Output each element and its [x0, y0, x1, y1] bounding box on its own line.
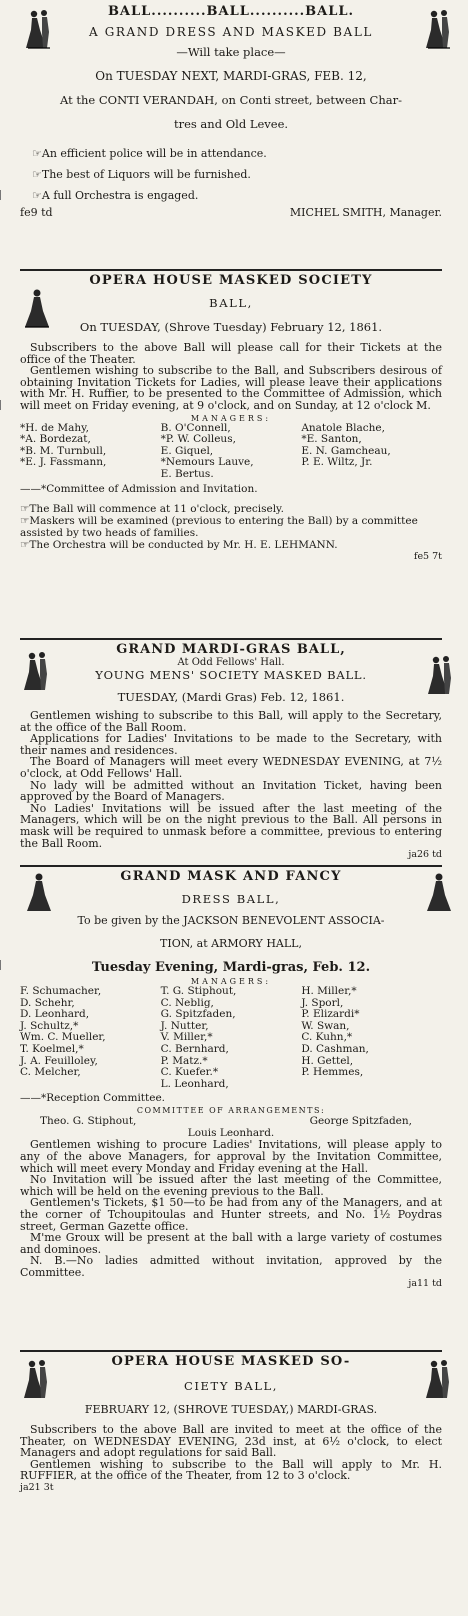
- dancing-couple-icon: [22, 287, 52, 329]
- managers-heading: MANAGERS:: [190, 977, 272, 986]
- dancing-couple-icon: [424, 1358, 454, 1400]
- ad-paragraph: Gentlemen wishing to subscribe to this Ball, will apply to the Secretary, at the office of the Ball Room.: [20, 709, 442, 734]
- ad-paragraph: Applications for Ladies' Invitations to be made to the Secretary, with their names and residences.: [20, 732, 442, 757]
- ad-headline: BALL..........BALL..........BALL.: [107, 4, 355, 19]
- ad-title: OPERA HOUSE MASKED SOCIETY: [89, 273, 373, 288]
- ad-opera-house-society-ball: [20, 1354, 442, 1534]
- managers-heading: MANAGERS:: [190, 413, 272, 423]
- ad-code: fe5 7t: [413, 550, 442, 562]
- committee-note: ——*Committee of Admission and Invitation.: [20, 482, 258, 495]
- arrangements-list: Theo. G. Stiphout, George Spitzfaden,: [40, 1115, 412, 1128]
- pointing-hand-icon: ☞: [32, 168, 42, 181]
- ad-paragraph: Gentlemen's Tickets, $1 50—to be had from any of the Managers, and at the corner of Tchoupitoulas and Hunter streets, and No. 1½ Poydras street, German Gazette office.: [20, 1196, 442, 1233]
- ad-code: fe9 td: [20, 206, 53, 219]
- dancing-couple-icon: [22, 1358, 52, 1400]
- ad-line: tres and Old Levee.: [173, 117, 289, 131]
- pointing-hand-icon: ☞: [20, 514, 30, 527]
- notice-line: ☞The Orchestra will be conducted by Mr. H. E. LEHMANN.: [20, 538, 338, 551]
- ad-jackson-benevolent-ball: [20, 869, 442, 1347]
- ad-subtitle: —Will take place—: [176, 45, 286, 59]
- committee-note: ——*Reception Committee.: [20, 1092, 166, 1105]
- ad-code: ja11 td: [408, 1278, 442, 1290]
- ad-conti-verandah-ball: [20, 4, 442, 266]
- ad-opera-house-ball: [20, 273, 442, 635]
- divider: [20, 269, 442, 271]
- ad-subtitle: DRESS BALL,: [181, 892, 281, 906]
- notice-line: ☞The Ball will commence at 11 o'clock, precisely.: [20, 502, 284, 515]
- dancing-couple-icon: [426, 654, 456, 696]
- ad-young-mens-society-ball: [20, 642, 442, 862]
- ad-paragraph: Gentlemen wishing to subscribe to the Ball will apply to Mr. H. RUFFIER, at the office of the Theater, from 12 to 3 o'clock.: [20, 1457, 442, 1483]
- dancing-couple-icon: [24, 8, 54, 50]
- ad-paragraph: N. B.—No ladies admitted without invitation, approved by the Committee.: [20, 1254, 442, 1279]
- pointing-hand-icon: ☞: [20, 538, 30, 551]
- ad-date: Tuesday Evening, Mardi-gras, Feb. 12.: [91, 960, 371, 975]
- managers-list: F. Schumacher, T. G. Stiphout, H. Miller,* D. Schehr, C. Neblig, J. Sporl, D. Leonhard, G. Spitzfaden, P. Elizardi* J. Schultz,* J. Nutter, W. Swan, Wm. C. Mueller, V. Miller,* C. Kuhn,* T. Koelmel,* C. Bernhard, D. Cashman, J. A. Feuilloley, P. Matz.* H. Gettel, C. Melcher, C. Kuefer.* P. Hemmes, L. Leonhard,: [20, 985, 369, 1090]
- ad-subtitle: CIETY BALL,: [184, 1379, 278, 1393]
- notice-line: ☞Maskers will be examined (previous to entering the Ball) by a committee assisted by two heads of families.: [20, 514, 418, 539]
- dancing-couple-icon: [424, 8, 454, 50]
- ad-title: OPERA HOUSE MASKED SO-: [111, 1354, 351, 1369]
- dancing-couple-icon: [22, 650, 52, 692]
- ad-subtitle: BALL,: [209, 296, 253, 310]
- ad-paragraph: Gentlemen wishing to procure Ladies' Invitations, will please apply to any of the above Managers, for approval by the Invitation Committee, which will meet every Monday and Friday evening at the Hall.: [20, 1138, 442, 1175]
- ad-signature: MICHEL SMITH, Manager.: [289, 206, 442, 219]
- ad-code: ja26 td: [408, 849, 442, 861]
- divider: [20, 865, 442, 867]
- ad-paragraph: Subscribers to the above Ball will please call for their Tickets at the office of the Theater.: [20, 341, 442, 366]
- notice-line: ☞The best of Liquors will be furnished.: [32, 168, 251, 181]
- ad-paragraph: M'me Groux will be present at the ball with a large variety of costumes and dominoes.: [20, 1231, 442, 1256]
- pointing-hand-icon: ☞: [32, 147, 42, 160]
- pointing-hand-icon: ☞: [20, 502, 30, 515]
- ad-date: On TUESDAY, (Shrove Tuesday) February 12, 1861.: [79, 320, 383, 334]
- ad-title: GRAND MASK AND FANCY: [120, 869, 342, 884]
- ad-line: To be given by the JACKSON BENEVOLENT ASSOCIA-: [77, 914, 385, 927]
- divider: [20, 1350, 442, 1352]
- ad-line: TION, at ARMORY HALL,: [160, 937, 302, 950]
- ad-paragraph: The Board of Managers will meet every WEDNESDAY EVENING, at 7½ o'clock, at Odd Fellows' Hall.: [20, 755, 442, 780]
- notice-line: ☞A full Orchestra is engaged.: [32, 189, 199, 202]
- ad-line: On TUESDAY NEXT, MARDI-GRAS, FEB. 12,: [95, 69, 367, 83]
- managers-list: *H. de Mahy, B. O'Connell, Anatole Blache, *A. Bordezat, *P. W. Colleus, *E. Santon, *B. M. Turnbull, E. Giquel, E. N. Gamcheau, *E. J. Fassmann, *Nemours Lauve, P. E. Wiltz, Jr. E. Bertus.: [20, 421, 391, 480]
- margin-mark: [0, 400, 4, 410]
- dancing-couple-icon: [424, 871, 454, 913]
- arrangements-heading: COMMITTEE OF ARRANGEMENTS:: [136, 1106, 326, 1116]
- ad-paragraph: Gentlemen wishing to subscribe to the Ball, and Subscribers desirous of obtaining Invitation Tickets for Ladies, will please leave their applications with Mr. H. Ruffier, to be presented to the Committee of Admission, which will meet on Friday evening, at 9 o'clock, and on Sunday, at 12 o'clock M.: [20, 364, 442, 412]
- ad-paragraph: No Invitation will be issued after the last meeting of the Committee, which will be held on the evening previous to the Ball.: [20, 1173, 442, 1198]
- pointing-hand-icon: ☞: [32, 189, 42, 202]
- ad-date: FEBRUARY 12, (SHROVE TUESDAY,) MARDI-GRAS.: [84, 1403, 378, 1416]
- ad-line: At the CONTI VERANDAH, on Conti street, between Char-: [59, 93, 402, 107]
- ad-paragraph: No Ladies' Invitations will be issued after the last meeting of the Managers, which will be on the night previous to the Ball. All persons in mask will be required to unmask before a committee, previous to entering the Ball Room.: [20, 801, 442, 850]
- ad-title: GRAND MARDI-GRAS BALL,: [116, 642, 346, 657]
- dancing-couple-icon: [24, 871, 54, 913]
- ad-subtitle: YOUNG MENS' SOCIETY MASKED BALL.: [95, 668, 367, 682]
- ad-paragraph: No lady will be admitted without an Invitation Ticket, having been approved by the Board of Managers.: [20, 778, 442, 804]
- margin-mark: [0, 960, 4, 970]
- ad-date: TUESDAY, (Mardi Gras) Feb. 12, 1861.: [117, 690, 345, 704]
- notice-line: ☞An efficient police will be in attendance.: [32, 147, 267, 160]
- ad-code: ja21 3t: [20, 1481, 54, 1493]
- ad-venue: At Odd Fellows' Hall.: [177, 657, 285, 668]
- arrangements-list: Louis Leonhard.: [187, 1127, 275, 1140]
- ad-paragraph: Subscribers to the above Ball are invited to meet at the office of the Theater, on WEDNESDAY EVENING, 23d inst, at 6½ o'clock, to elect Managers and adopt regulations for said Ball.: [20, 1423, 442, 1460]
- margin-mark: [0, 190, 4, 200]
- ad-title: A GRAND DRESS AND MASKED BALL: [89, 25, 373, 39]
- divider: [20, 638, 442, 640]
